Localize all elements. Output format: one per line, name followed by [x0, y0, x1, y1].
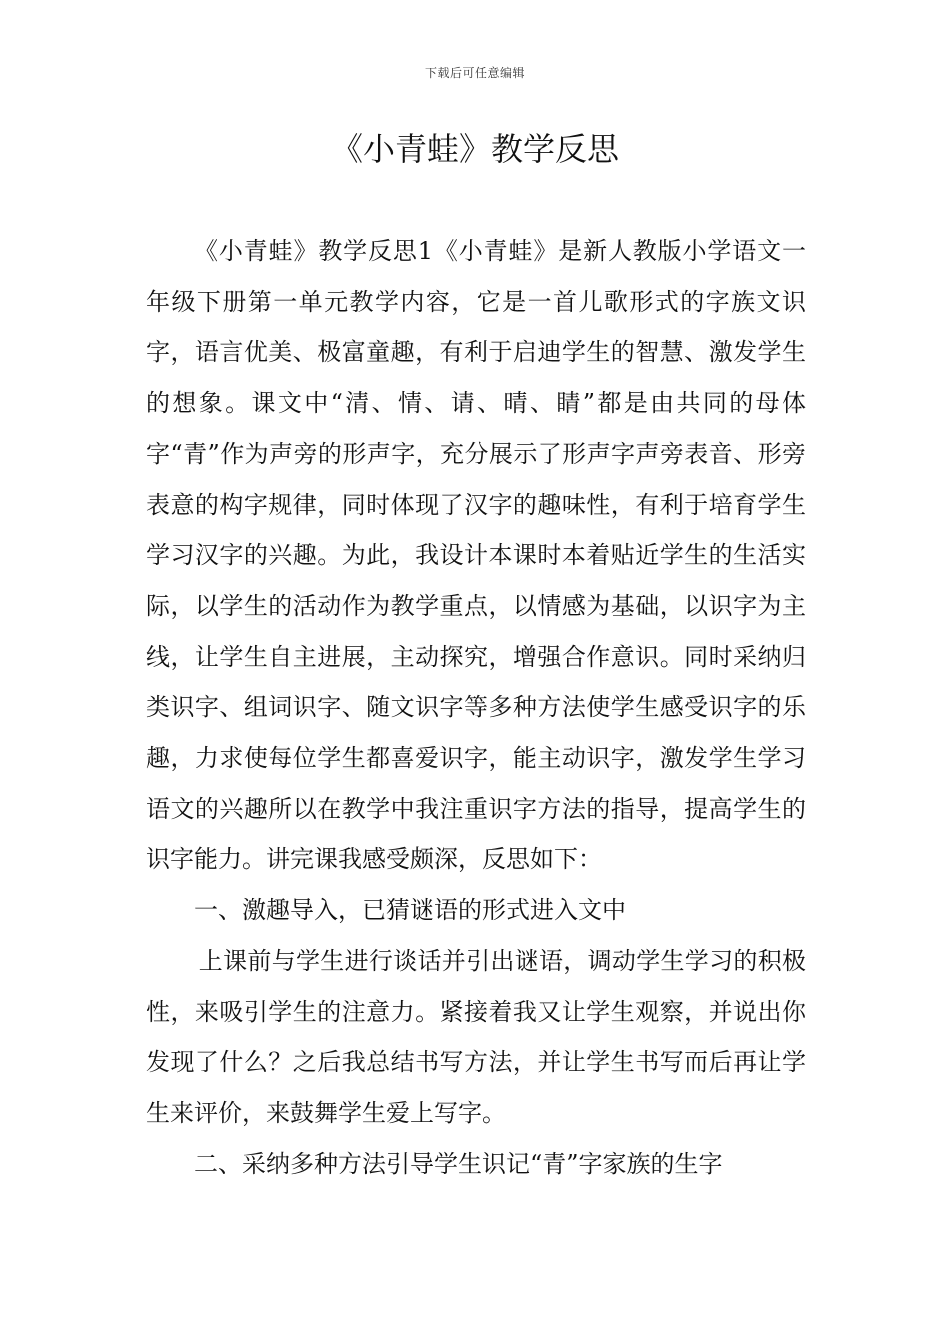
section-heading-2: 二、采纳多种方法引导学生识记“青”字家族的生字 [194, 1149, 723, 1178]
section-heading-1: 一、激趣导入，已猜谜语的形式进入文中 [194, 896, 626, 925]
paragraph-intro: 《小青蛙》教学反思1《小青蛙》是新人教版小学语文一年级下册第一单元教学内容，它是一首儿歌形式的字族文识字，语言优美、极富童趣，有利于启迪学生的智慧、激发学生的想象。课文中“清、情、请、晴、睛”都是由共同的母体字“青”作为声旁的形声字，充分展示了形声字声旁表音、形旁表意的构字规律，同时体现了汉字的趣味性，有利于培育学生学习汉字的兴趣。为此，我设计本课时本着贴近学生的生活实际，以学生的活动作为教学重点，以情感为基础，以识字为主线，让学生自主进展，主动探究，增强合作意识。同时采纳归类识字、组词识字、随文识字等多种方法使学生感受识字的乐趣，力求使每位学生都喜爱识字，能主动识字，激发学生学习语文的兴趣所以在教学中我注重识字方法的指导，提高学生的识字能力。讲完课我感受颇深，反思如下： [146, 237, 806, 874]
document-title: 《小青蛙》教学反思 [330, 130, 619, 168]
paragraph-section-1: 上课前与学生进行谈话并引出谜语，调动学生学习的积极性，来吸引学生的注意力。紧接着我又让学生观察，并说出你发现了什么？之后我总结书写方法，并让学生书写而后再让学生来评价，来鼓舞学生爱上写字。 [146, 946, 806, 1127]
header-note: 下载后可任意编辑 [424, 66, 525, 80]
document-body [146, 226, 806, 1189]
